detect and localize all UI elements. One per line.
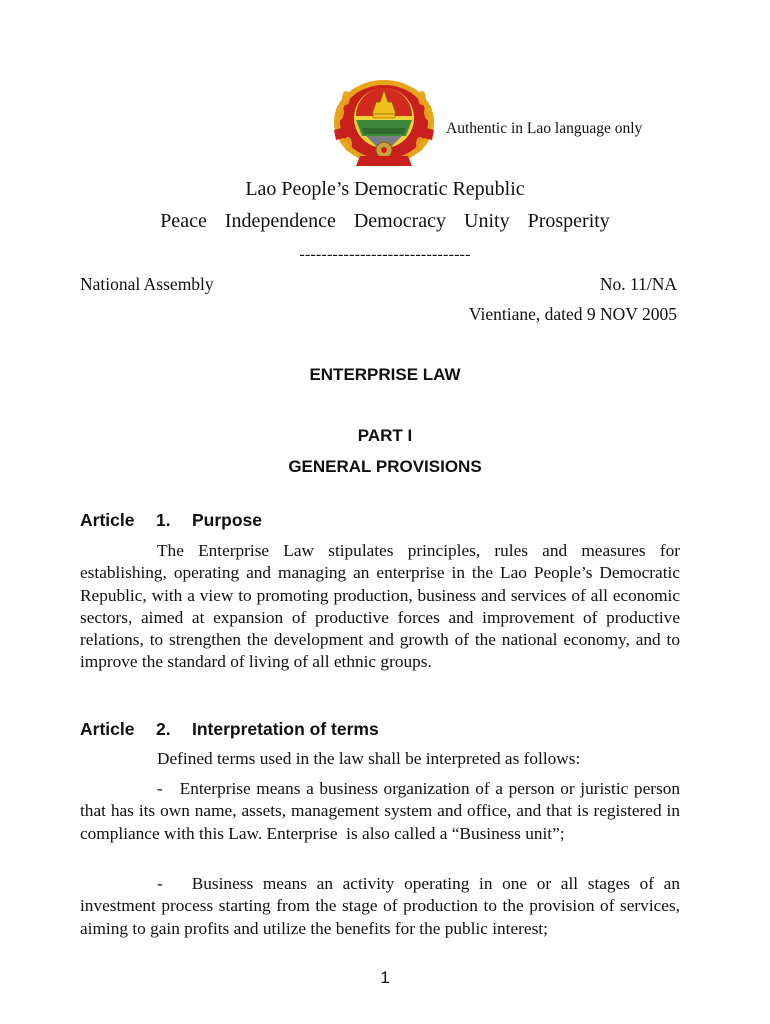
article-2-intro: Defined terms used in the law shall be interpreted as follows: (157, 749, 581, 768)
document-number: No. 11/NA (599, 274, 677, 294)
article-number: 1. (156, 510, 171, 530)
national-motto: Peace Independence Democracy Unity Prosperity (160, 210, 610, 232)
article-number: 2. (156, 719, 171, 739)
page-number: 1 (380, 968, 390, 987)
article-label: Article (80, 719, 135, 739)
country-name: Lao People’s Democratic Republic (245, 178, 525, 200)
article-label: Article (80, 510, 135, 530)
article-2-definition-enterprise: - Enterprise means a business organization of a person or juristic person that has its own name, assets, management system and office, and that is registered in compliance with this Law. Enterprise is also called a “Business unit”; (80, 779, 685, 843)
article-2-definition-business: - Business means an activity operating in one or all stages of an investment process starting from the stage of production to the provision of services, aiming to gain profits and utilize the benefits for the public interest; (80, 874, 685, 938)
part-number: PART I (357, 426, 413, 445)
emblem-image (326, 78, 442, 170)
header-divider: ------------------------------- (299, 246, 471, 263)
article-1-heading (80, 510, 262, 531)
document-date: Vientiane, dated 9 NOV 2005 (468, 304, 677, 324)
law-title: ENTERPRISE LAW (309, 365, 461, 384)
article-title: Purpose (192, 510, 263, 530)
authentic-note: Authentic in Lao language only (446, 120, 643, 137)
article-title: Interpretation of terms (192, 719, 379, 739)
article-1-paragraph: The Enterprise Law stipulates principles, rules and measures for establishing, operating and managing an enterprise in the Lao People’s Democratic Republic, with a view to promoting production, business and services of all economic sectors, aimed at expansion of productive forces and improvement of productive relations, to strengthen the development and growth of the national economy, and to improve the standard of living of all ethnic groups. (80, 541, 680, 672)
article-2-heading (80, 719, 379, 740)
issuer: National Assembly (80, 274, 214, 294)
national-emblem (326, 78, 442, 170)
part-title: GENERAL PROVISIONS (288, 457, 482, 476)
